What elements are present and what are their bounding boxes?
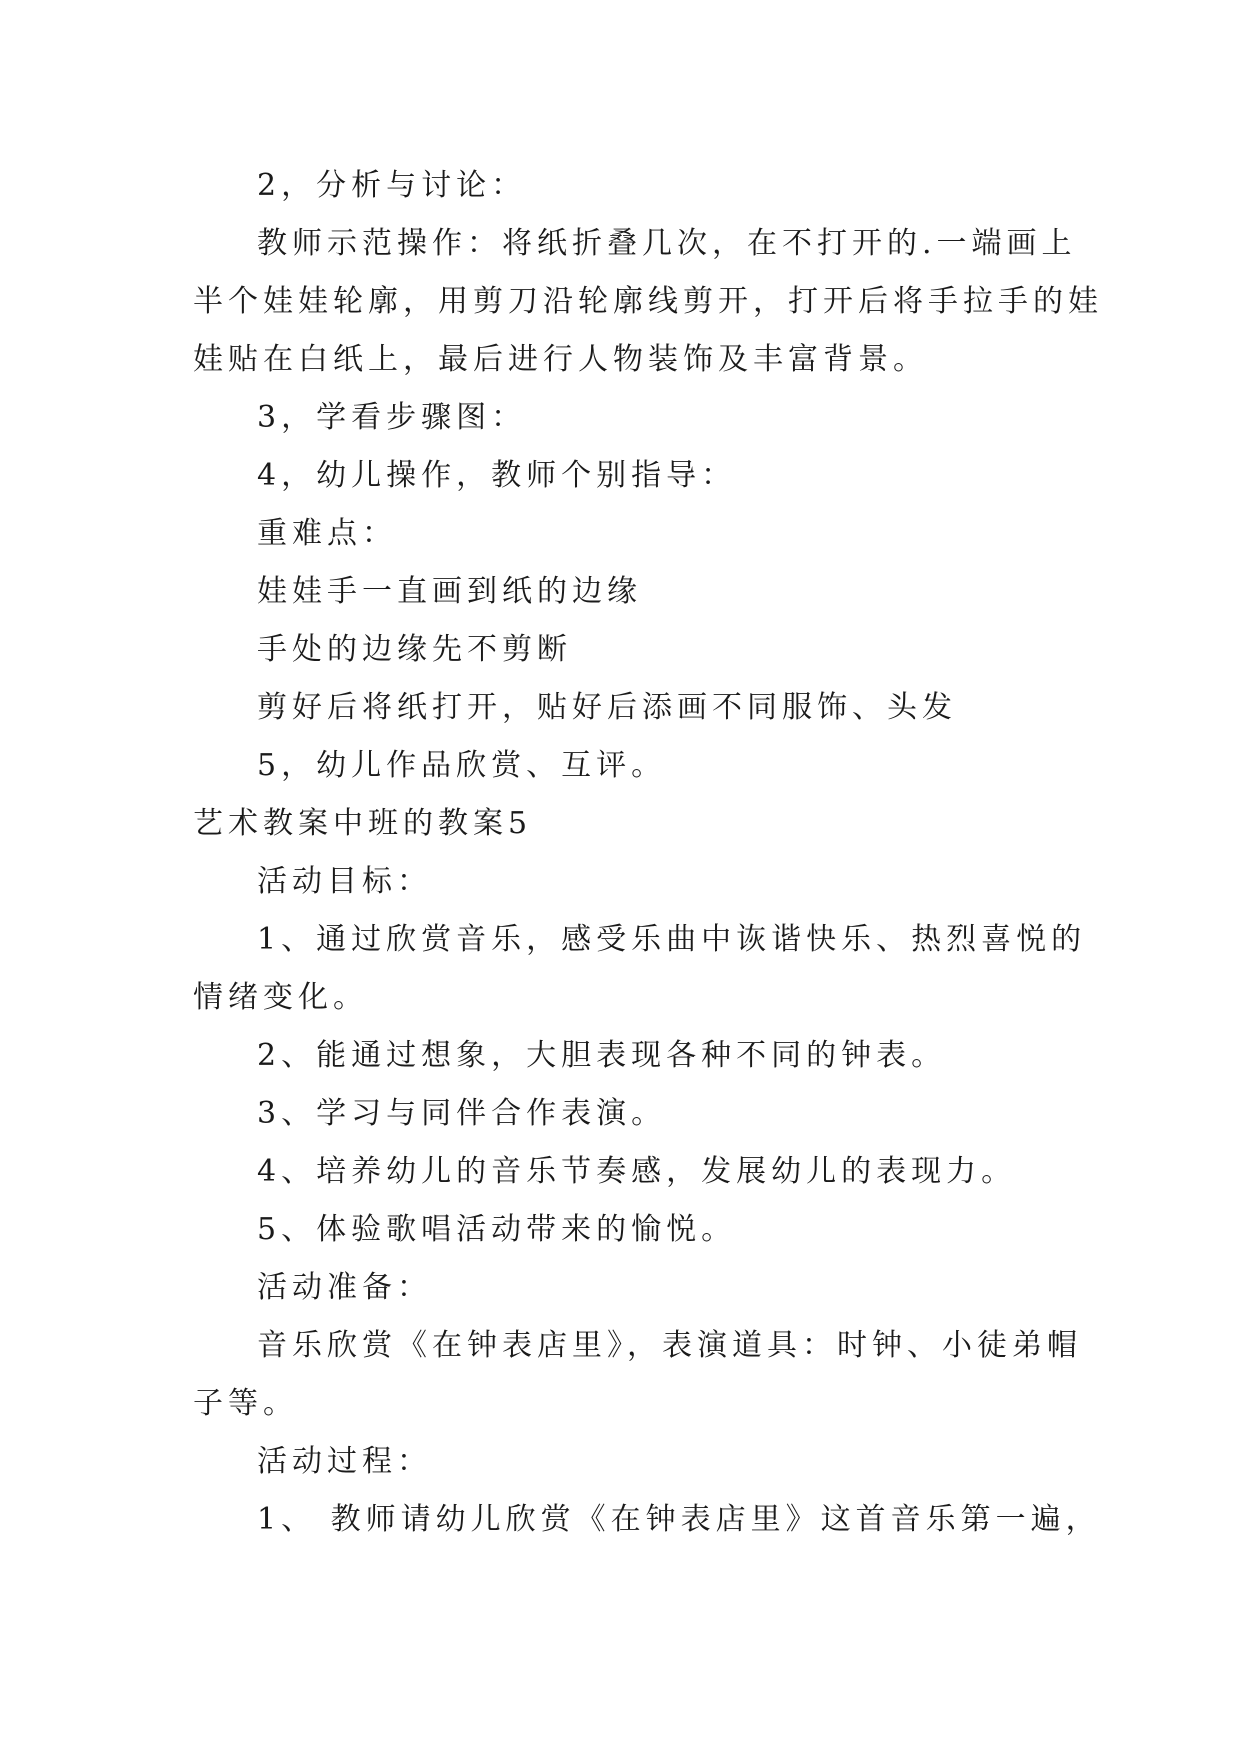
teacher-demo-line-1: 教师示范操作：将纸折叠几次，在不打开的.一端画上 [257, 226, 1077, 261]
teacher-demo-line-3: 娃贴在白纸上，最后进行人物装饰及丰富背景。 [193, 342, 928, 377]
preparation-line-2: 子等。 [193, 1386, 298, 1421]
step-2-heading: 2，分析与讨论： [257, 168, 527, 203]
teacher-demo-line-2: 半个娃娃轮廓，用剪刀沿轮廓线剪开，打开后将手拉手的娃 [193, 284, 1103, 319]
process-heading: 活动过程： [257, 1444, 432, 1479]
key-point-2: 手处的边缘先不剪断 [257, 632, 572, 667]
step-3-heading: 3，学看步骤图： [257, 400, 527, 435]
key-points-heading: 重难点： [257, 516, 397, 551]
section-title: 艺术教案中班的教案5 [193, 806, 533, 841]
goal-3: 3、学习与同伴合作表演。 [257, 1096, 667, 1131]
goal-5: 5、体验歌唱活动带来的愉悦。 [257, 1212, 737, 1247]
key-point-1: 娃娃手一直画到纸的边缘 [257, 574, 642, 609]
goal-4: 4、培养幼儿的音乐节奏感，发展幼儿的表现力。 [257, 1154, 1017, 1189]
step-4-heading: 4，幼儿操作，教师个别指导： [257, 458, 737, 493]
process-step-1: 1、 教师请幼儿欣赏《在钟表店里》这首音乐第一遍， [257, 1502, 1101, 1537]
goal-2: 2、能通过想象，大胆表现各种不同的钟表。 [257, 1038, 947, 1073]
goal-1-line-2: 情绪变化。 [193, 980, 368, 1015]
key-point-3: 剪好后将纸打开，贴好后添画不同服饰、头发 [257, 690, 957, 725]
goals-heading: 活动目标： [257, 864, 432, 899]
preparation-line-1: 音乐欣赏《在钟表店里》，表演道具：时钟、小徒弟帽 [257, 1328, 1082, 1363]
step-5-heading: 5，幼儿作品欣赏、互评。 [257, 748, 667, 783]
goal-1-line-1: 1、通过欣赏音乐，感受乐曲中诙谐快乐、热烈喜悦的 [257, 922, 1087, 957]
preparation-heading: 活动准备： [257, 1270, 432, 1305]
